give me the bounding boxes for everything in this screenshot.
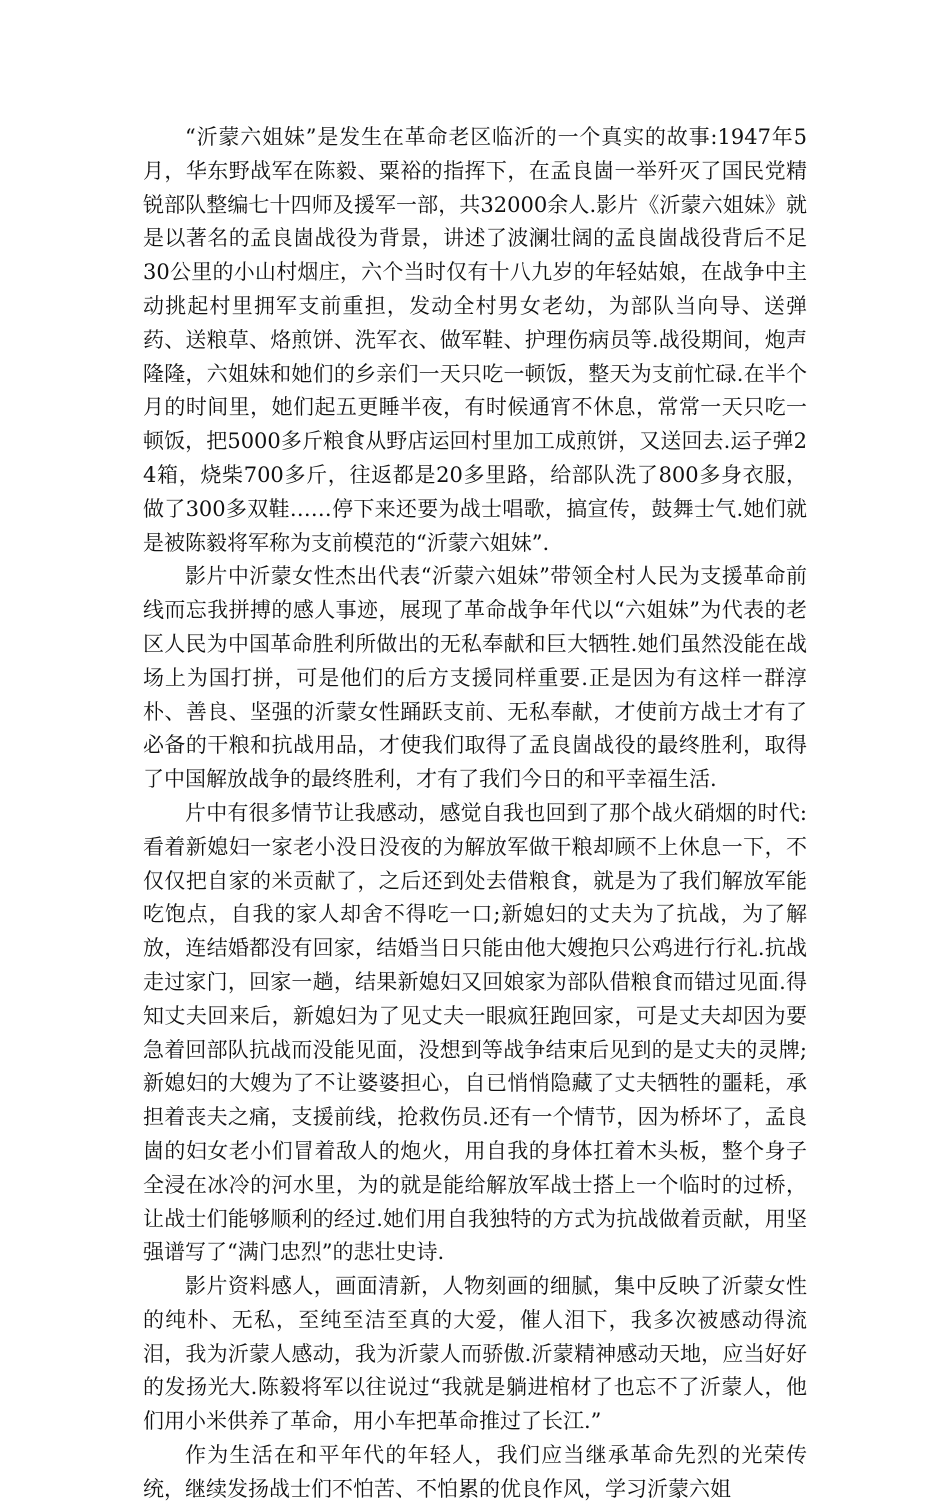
paragraph-1: “沂蒙六姐妹”是发生在革命老区临沂的一个真实的故事:1947年5月，华东野战军在陈毅、粟裕的指挥下，在孟良崮一举歼灭了国民党精锐部队整编七十四师及援军一部，共32000余人.影片《沂蒙六姐妹》就是以著名的孟良崮战役为背景，讲述了波澜壮阔的孟良崮战役背后不足30公里的小山村烟庄，六个当时仅有十八九岁的年轻姑娘，在战争中主动挑起村里拥军支前重担，发动全村男女老幼，为部队当向导、送弹药、送粮草、烙煎饼、洗军衣、做军鞋、护理伤病员等.战役期间，炮声隆隆，六姐妹和她们的乡亲们一天只吃一顿饭，整天为支前忙碌.在半个月的时间里，她们起五更睡半夜，有时候通宵不休息，常常一天只吃一顿饭，把5000多斤粮食从野店运回村里加工成煎饼，又送回去.运子弹24箱，烧柴700多斤，往返都是20多里路，给部队洗了800多身衣服，做了300多双鞋……停下来还要为战士唱歌，搞宣传，鼓舞士气.她们就是被陈毅将军称为支前模范的“沂蒙六姐妹”.: [143, 125, 807, 555]
document-body: [143, 121, 807, 1507]
paragraph-4: 影片资料感人，画面清新，人物刻画的细腻，集中反映了沂蒙女性的纯朴、无私，至纯至洁至真的大爱，催人泪下，我多次被感动得流泪，我为沂蒙人感动，我为沂蒙人而骄傲.沂蒙精神感动天地，应当好好的发扬光大.陈毅将军以往说过“我就是躺进棺材了也忘不了沂蒙人，他们用小米供养了革命，用小车把革命推过了长江.”: [143, 1274, 807, 1434]
paragraph-5: 作为生活在和平年代的年轻人，我们应当继承革命先烈的光荣传统，继续发扬战士们不怕苦、不怕累的优良作风，学习沂蒙六姐: [143, 1443, 807, 1501]
paragraph-3: 片中有很多情节让我感动，感觉自我也回到了那个战火硝烟的时代:看着新媳妇一家老小没日没夜的为解放军做干粮却顾不上休息一下，不仅仅把自家的米贡献了，之后还到处去借粮食，就是为了我们解放军能吃饱点，自我的家人却舍不得吃一口;新媳妇的丈夫为了抗战，为了解放，连结婚都没有回家，结婚当日只能由他大嫂抱只公鸡进行行礼.抗战走过家门，回家一趟，结果新媳妇又回娘家为部队借粮食而错过见面.得知丈夫回来后，新媳妇为了见丈夫一眼疯狂跑回家，可是丈夫却因为要急着回部队抗战而没能见面，没想到等战争结束后见到的是丈夫的灵牌;新媳妇的大嫂为了不让婆婆担心，自已悄悄隐藏了丈夫牺牲的噩耗，承担着丧夫之痛，支援前线，抢救伤员.还有一个情节，因为桥坏了，孟良崮的妇女老小们冒着敌人的炮火，用自我的身体扛着木头板，整个身子全浸在冰冷的河水里，为的就是能给解放军战士搭上一个临时的过桥，让战士们能够顺利的经过.她们用自我独特的方式为抗战做着贡献，用坚强谱写了“满门忠烈”的悲壮史诗.: [143, 800, 807, 1265]
paragraph-2: 影片中沂蒙女性杰出代表“沂蒙六姐妹”带领全村人民为支援革命前线而忘我拼搏的感人事迹，展现了革命战争年代以“六姐妹”为代表的老区人民为中国革命胜利所做出的无私奉献和巨大牺牲.她们虽然没能在战场上为国打拼，可是他们的后方支援同样重要.正是因为有这样一群淳朴、善良、坚强的沂蒙女性踊跃支前、无私奉献，才使前方战士才有了必备的干粮和抗战用品，才使我们取得了孟良崮战役的最终胜利，取得了中国解放战争的最终胜利，才有了我们今日的和平幸福生活.: [143, 564, 807, 792]
